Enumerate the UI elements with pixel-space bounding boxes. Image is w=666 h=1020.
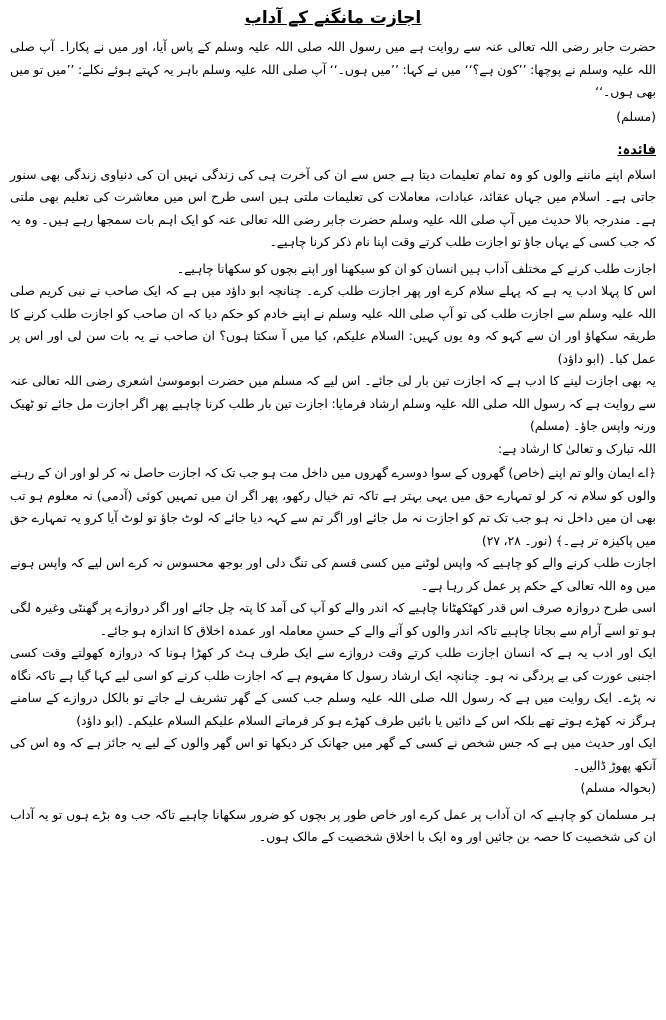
paragraph-quran-intro: اللہ تبارک و تعالیٰ کا ارشاد ہے: bbox=[497, 440, 656, 456]
paragraph-return: اجازت طلب کرنے والے کو چاہیے کہ واپس لوٹنے میں کسی قسم کی تنگ دلی اور بوجھ محسوس نہ کرے اس لیے کہ واپس ہونے میں وہ اللہ تعالی کے حکم پر عمل کر رہا ہے۔ bbox=[10, 555, 656, 593]
paragraph-three-times: یہ بھی اجازت لینے کا ادب ہے کہ اجازت تین بار لی جائے۔ اس لیے کہ مسلم میں حضرت ابوموسیٰ اشعری رضی اللہ تعالی عنہ سے روایت ہے کہ رسول اللہ صلی اللہ علیہ وسلم ارشاد فرمایا: اجازت تین بار طلب کرنا چاہیے پھر اگر اجازت مل جائے تو ٹھیک ورنہ واپس جاؤ۔ (مسلم) bbox=[10, 373, 656, 433]
paragraph-first-etiquette: اس کا پہلا ادب یہ ہے کہ پہلے سلام کرے اور پھر اجازت طلب کرے۔ چنانچہ ابو داؤد میں ہے کہ ایک صاحب نے نبی کریم صلی اللہ علیہ وسلم سے اجازت طلب کی تو آپ صلی اللہ علیہ وسلم نے اپنے خادم کو حکم دیا کہ ان صاحب کو اجازت طلب کرنے کا طریقہ سکھاؤ اور ان سے کہو کہ وہ یوں کہیں: السلام علیکم، کیا میں آ سکتا ہوں؟ ان صاحب نے یہ بات سن لی اور اس پر عمل کیا۔ (ابو داؤد) bbox=[10, 283, 656, 366]
hadith-reference: (مسلم) bbox=[616, 108, 656, 124]
faida-heading: فائدہ: bbox=[617, 142, 656, 158]
paragraph-peeking: ایک اور حدیث میں ہے کہ جس شخص نے کسی کے گھر میں جھانک کر دیکھا تو اس گھر والوں کے لیے یہ جائز ہے کہ وہ اس کی آنکھ پھوڑ ڈالیں۔ bbox=[10, 735, 656, 773]
hadith-paragraph: حضرت جابر رضی اللہ تعالی عنہ سے روایت ہے میں رسول اللہ صلی اللہ علیہ وسلم کے پاس آیا، اور میں نے پکارا۔ آپ صلی اللہ علیہ وسلم نے پوچھا: ’’کون ہے؟‘‘ میں نے کہا: ’’میں ہوں۔‘‘ آپ صلی اللہ علیہ وسلم باہر یہ کہتے ہوئے نکلے: ’’میں تو میں بھی ہوں۔‘‘ bbox=[10, 39, 656, 99]
quran-verse: ﴿اے ایمان والو تم اپنے (خاص) گھروں کے سوا دوسرے گھروں میں داخل مت ہو جب تک کہ اجازت حاصل نہ کر لو اور ان کے رہنے والوں کو سلام نہ کر لو تمہارے حق میں یہی بہتر ہے تاکہ تم خیال رکھو، پھر اگر ان میں تمہیں کوئی (آدمی) نہ معلوم ہو تب بھی ان میں داخل نہ ہو جب تک تم کو اجازت نہ مل جائے اور اگر تم سے کہہ دیا جائے کہ لوٹ جاؤ تو لوٹ آیا کرو یہ تمہارے حق میں پاکیزہ تر ہے۔﴾ (نور۔ ۲۸، ۲۷) bbox=[10, 465, 656, 548]
paragraph-standing-aside: ایک اور ادب یہ ہے کہ انسان اجازت طلب کرتے وقت دروازے سے ایک طرف ہٹ کر کھڑا ہونا کہ دروازہ کھولتے وقت کسی اجنبی عورت کی بے پردگی نہ ہو۔ چنانچہ ایک ارشاد رسول کا مفہوم ہے کہ اجازت طلب کرنے کو اسی لیے کہا گیا ہے تاکہ نگاہ نہ پڑے۔ ایک روایت میں ہے کہ رسول اللہ صلی اللہ علیہ وسلم جب کسی کے گھر تشریف لے جاتے تو بالکل دروازے کے سامنے ہرگز نہ کھڑے ہوتے تھے بلکہ اس کے دائیں یا بائیں طرف کھڑے ہو کر فرماتے السلام علیکم السلام علیکم۔ (ابو داؤد) bbox=[10, 645, 656, 728]
paragraph-conclusion: ہر مسلمان کو چاہیے کہ ان آداب پر عمل کرے اور خاص طور پر بچوں کو ضرور سکھانا چاہیے تاکہ جب وہ بڑے ہوں تو یہ آداب ان کی شخصیت کا حصہ بن جائیں اور وہ ایک با اخلاق شخصیت کے مالک ہوں۔ bbox=[10, 806, 656, 844]
paragraph-intro: اسلام اپنے ماننے والوں کو وہ تمام تعلیمات دیتا ہے جس سے ان کی آخرت ہی کی زندگی نہیں ان کی دنیاوی زندگی بھی سنور جاتی ہے۔ اسلام میں جہاں عقائد، عبادات، معاملات کی تعلیمات ملتی ہیں اسی طرح اس میں معاشرت کی تعلیم بھی ملتی ہے۔ مندرجہ بالا حدیث میں آپ صلی اللہ علیہ وسلم حضرت جابر رضی اللہ تعالی عنہ کو ایک اہم بات سمجھا رہے ہیں۔ وہ یہ کہ جب کسی کے یہاں جاؤ تو اجازت طلب کرتے وقت اپنا نام ذکر کرنا چاہیے۔ bbox=[10, 166, 656, 249]
paragraph-peeking-reference: (بحوالہ مسلم) bbox=[580, 780, 656, 795]
paragraph-knocking: اسی طرح دروازہ صرف اس قدر کھٹکھٹانا چاہیے کہ اندر والے کو آپ کی آمد کا پتہ چل جائے اور اگر دروازے پر گھنٹی وغیرہ لگی ہو تو اسے آرام سے بجانا چاہیے تاکہ اندر والوں کو آنے والے کے حسنِ معاملہ اور عمدہ اخلاق کا اندازہ ہو جائے۔ bbox=[10, 600, 656, 638]
page-title: اجازت مانگنے کے آداب bbox=[244, 8, 422, 28]
paragraph-etiquette-intro: اجازت طلب کرنے کے مختلف آداب ہیں انسان کو ان کو سیکھنا اور اپنے بچوں کو سکھانا چاہیے۔ bbox=[176, 260, 656, 276]
